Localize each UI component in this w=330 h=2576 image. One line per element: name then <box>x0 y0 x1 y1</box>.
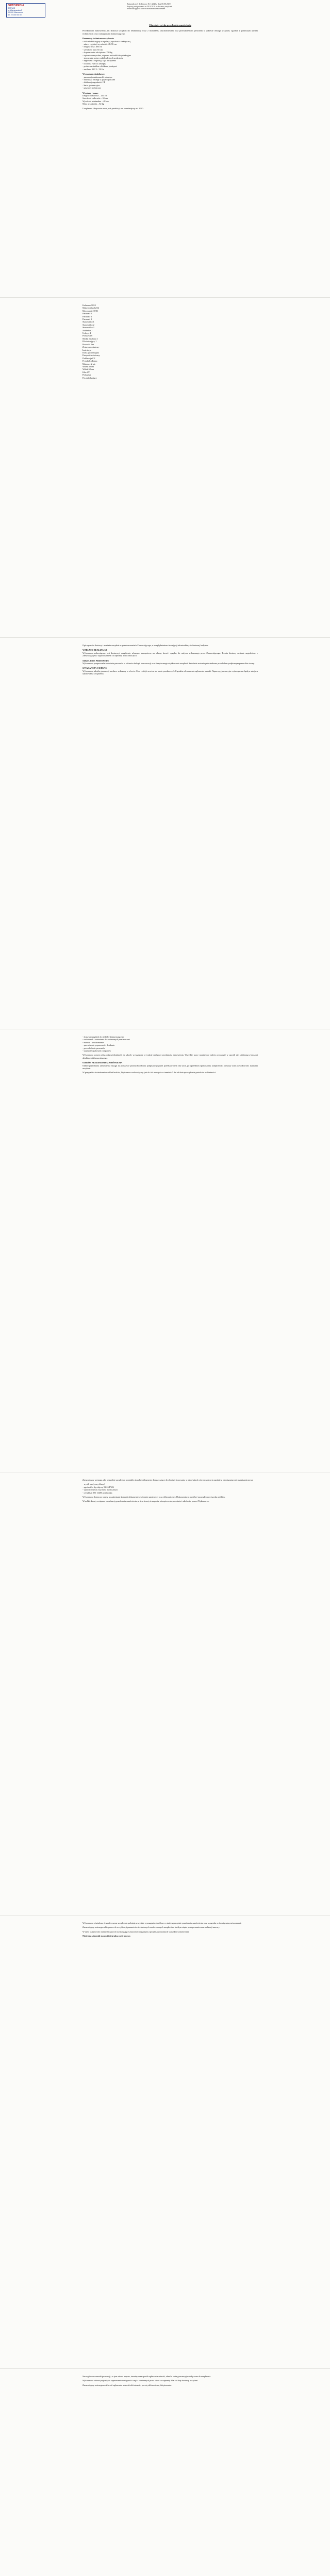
list-item: - szerokość leża: 65 cm <box>82 48 103 51</box>
document-page-6 <box>0 1916 330 2369</box>
list-item: Parametr 3 <box>82 318 92 321</box>
list-item: - zasilanie 230 V / 50 Hz <box>82 67 104 71</box>
list-item: Maksymalna 123/2 <box>82 307 100 310</box>
list-item: Pas stabilizujący <box>82 376 97 379</box>
document-page-4 <box>0 1029 330 1472</box>
paragraph: Zamawiający zastrzega możliwość zgłaszania usterek telefonicznie, pocztą elektroniczną lub pisemnie. <box>82 2383 172 2386</box>
stamp-line: tel. 22 000 00 00 <box>8 13 22 16</box>
list-item: - rozładunek i wniesienie do wskazanych pomieszczeń <box>82 1038 130 1041</box>
list-item: - paszport techniczny <box>82 87 101 90</box>
list-item: Wałek 60 cm <box>82 368 94 371</box>
section-heading: Wymagania dodatkowe: <box>82 73 105 76</box>
list-item: - montaż i uruchomienie <box>82 1041 104 1044</box>
list-item: - instrukcja obsługi w języku polskim <box>82 78 116 81</box>
paragraph: Zamawiający zastrzega sobie prawo do weryfikacji parametrów technicznych zaoferowanych urządzeń na każdym etapie postępowania oraz realizacji umowy. <box>82 1926 220 1929</box>
list-item: - stół rehabilitacyjny z regulacją wysokości elektryczną <box>82 40 131 43</box>
list-item: - zakres regulacji wysokości: 48–96 cm <box>82 43 117 46</box>
list-item: Wysokość minimalna – 48 cm <box>82 99 109 103</box>
list-item: Klin 45° <box>82 370 90 374</box>
list-item: - sprawdzenie poprawności działania <box>82 1044 114 1047</box>
list-item: - zagłówek z regulacją kąta nachylenia <box>82 59 116 62</box>
document-header <box>127 3 251 10</box>
list-item: - wpis do rejestru wyrobów medycznych <box>82 1488 118 1492</box>
list-item: - dopuszczalne obciążenie: 150 kg <box>82 51 112 54</box>
list-item: Mocowanie 37/01 <box>82 309 98 312</box>
list-item: Wałek 40 cm <box>82 365 94 368</box>
list-item: - deklaracja zgodności CE <box>82 81 106 84</box>
section-heading: ODBIÓR PRZEDMIOTU ZAMÓWIENIA <box>82 1061 123 1064</box>
closing-paragraph: Urządzenie fabrycznie nowe, rok produkcji nie wcześniejszy niż 2020. <box>82 107 144 110</box>
component-list <box>82 304 124 379</box>
list-item: Podstawa 6 <box>82 334 93 337</box>
list-item: - karta gwarancyjna <box>82 83 100 87</box>
section-heading: Wymiary i masa: <box>82 91 98 94</box>
header-line: Załącznik nr 1 do Umowy Nr 1/2020 z dnia 00.00.2020 <box>127 3 171 5</box>
list-item: Nakładka 2 <box>82 329 93 332</box>
document-page-5 <box>0 1472 330 1916</box>
list-item: - dostawa urządzeń do siedziby Zamawiającego <box>82 1036 124 1038</box>
intro-paragraph: Opis sposobu dostawy i montażu urządzeń w pomieszczeniach Zamawiającego, z uwzględnieniem istniejącej infrastruktury technicznej budynku. <box>82 644 209 647</box>
intro-paragraph: Przedmiotem zamówienia jest dostawa urządzeń do rehabilitacji wraz z montażem, uruchomieniem oraz przeszkoleniem personelu w zakresie obsługi urządzeń, zgodnie z poniższym opisem technicznym oraz wymaganiami Zamawiającego. <box>82 29 258 35</box>
list-item: - otwór na twarz z zaślepką <box>82 62 106 65</box>
stamp-line: ul. Warszawska 5 <box>8 9 23 12</box>
list-item: - podstawa stabilna z kółkami jezdnymi <box>82 65 117 68</box>
list-item: - sterowanie nożne wokół całego obwodu stołu <box>82 57 123 60</box>
section-heading: WARUNKI REALIZACJI <box>82 649 107 652</box>
company-stamp <box>6 3 45 18</box>
paragraph: Wykonawca zobowiązany jest dostarczyć urządzenia własnym transportem, na własny koszt i ryzyko, do miejsca wskazanego przez Zamawiającego. Termin dostawy zostanie uzgodniony z Zamawiającym z wyprzedzeniem co najmniej 3 dni roboczych. <box>82 651 258 657</box>
document-page-2 <box>0 298 330 638</box>
list-item: Poduszka <box>82 374 91 377</box>
list-item: - długość leża: 200 cm <box>82 45 102 48</box>
list-item: - certyfikat ISO 13485 producenta <box>82 1491 112 1494</box>
list-item: - usunięcie opakowań i odpadów <box>82 1049 111 1053</box>
paragraph: Szczegółowe warunki gwarancji, w tym zakres napraw, terminy oraz sposób zgłaszania usterek, określa karta gwarancyjna dołączona do urządzenia. <box>82 2375 211 2378</box>
requirements-list <box>82 76 258 90</box>
list-item: Kolumna 001/1 <box>82 304 96 307</box>
paragraph: Wykonawca ponosi pełną odpowiedzialność za szkody wyrządzone w trakcie realizacji przedmiotu zamówienia. Wszelkie prace montażowe należy prowadzić w sposób nie zakłócający bieżącej działalności Zamawiającego. <box>82 1054 258 1059</box>
list-item: - zgodność z dyrektywą 93/42/EWG <box>82 1485 114 1488</box>
stamp-title: ORTOPEDIA <box>8 4 24 7</box>
list-item: Paszport techniczny <box>82 354 100 357</box>
paragraph: Zamawiający wymaga, aby wszystkie urządzenia posiadały aktualne dokumenty dopuszczające do obrotu i stosowania w placówkach ochrony zdrowia zgodnie z obowiązującymi przepisami prawa. <box>82 1479 254 1481</box>
list-item: - wyrób medyczny klasy I <box>82 1483 105 1486</box>
list-item: Materace 2 szt. <box>82 362 96 365</box>
certification-list <box>82 1483 258 1494</box>
list-item: - gwarancja minimum 24 miesiące <box>82 75 112 78</box>
list-item: Parametr 2 <box>82 315 92 318</box>
paragraph: W razie wątpliwości interpretacyjnych rozstrzygające znaczenie mają zapisy specyfikacji istotnych warunków zamówienia. <box>82 1930 190 1933</box>
stamp-subtitle: SERWIS <box>8 7 15 9</box>
section-heading: GWARANCJA I SERWIS <box>82 667 107 670</box>
paragraph: Odbiór przedmiotu zamówienia nastąpi na podstawie protokołu odbioru podpisanego przez przedstawicieli obu stron, po uprzednim sprawdzeniu kompletności dostawy oraz prawidłowości działania urządzeń. <box>82 1064 258 1070</box>
scope-list <box>82 1036 258 1052</box>
list-item: Karta gwarancyjna <box>82 351 99 354</box>
list-item: Protokół odbioru <box>82 360 97 363</box>
paragraph: Wykonawca udziela gwarancji na okres wskazany w ofercie. Czas reakcji serwisu nie może przekroczyć 48 godzin od momentu zgłoszenia usterki. Naprawy gwarancyjne wykonywane będą w miejscu użytkowania urządzenia. <box>82 669 258 675</box>
list-item: Uchwyt 4 <box>82 332 91 335</box>
section-heading: SZKOLENIE PERSONELU <box>82 659 109 662</box>
list-item: Zestaw montażowy <box>82 346 100 349</box>
document-page-1 <box>0 0 330 298</box>
list-item: Parametr 1 <box>82 312 92 315</box>
list-item: Stanowisko 1 <box>82 320 94 324</box>
header-line: rehabilitacyjnych wraz z montażem i szkoleniem <box>127 8 166 10</box>
list-item: Moduł zasilania 1 <box>82 337 98 340</box>
list-item: - przeszkolenie personelu <box>82 1046 105 1049</box>
list-item: Stanowisko 3 <box>82 326 94 329</box>
list-item: Instrukcja <box>82 348 91 351</box>
list-item: - tapicerka zmywalna, odporna na środki dezynfekcyjne <box>82 54 131 57</box>
header-line: dotyczy postępowania nr ZP/2/2020 na dostawę urządzeń <box>127 5 172 8</box>
list-item: Stanowisko 2 <box>82 323 94 326</box>
list-item: Pilot sterujący 1 <box>82 340 97 343</box>
paragraph: Wykonawca dostarczy wraz z urządzeniami komplet dokumentów w formie papierowej oraz elektronicznej. Dokumentacja musi być sporządzona w języku polskim. <box>82 1496 225 1499</box>
stamp-line: 00-000 Warszawa <box>8 11 23 14</box>
list-item: Przewód 3 m <box>82 343 94 346</box>
paragraph: Wszelkie koszty związane z realizacją przedmiotu zamówienia, w tym koszty transportu, ubezpieczenia, montażu i szkolenia, ponosi Wykonawca. <box>82 1500 209 1503</box>
paragraph: Wykonawca przeprowadzi szkolenie personelu w zakresie obsługi, konserwacji oraz bezpiecznego użytkowania urządzeń. Szkolenie zostanie potwierdzone protokołem podpisanym przez obie strony. <box>82 662 255 665</box>
section-heading: Parametry techniczne urządzenia: <box>82 37 114 40</box>
list-item: Długość całkowita – 200 cm <box>82 94 107 97</box>
paragraph: Niniejszy załącznik stanowi integralną część umowy. <box>82 1935 131 1938</box>
document-page-3 <box>0 638 330 1029</box>
list-item: Masa urządzenia – 82 kg <box>82 103 104 106</box>
document-page-7 <box>0 2369 330 2576</box>
paragraph: Wykonawca zobowiązuje się do zapewnienia dostępności części zamiennych przez okres co najmniej 8 lat od daty dostawy urządzeń. <box>82 2379 199 2382</box>
paragraph: W przypadku stwierdzenia wad lub braków, Wykonawca zobowiązany jest do ich usunięcia w terminie 7 dni od dnia sporządzenia protokołu rozbieżności. <box>82 1071 217 1074</box>
document-title: Charakterystyka przedmiotu zamówienia <box>149 24 191 26</box>
list-item: Deklaracja CE <box>82 357 95 360</box>
list-item: Szerokość całkowita – 65 cm <box>82 97 108 100</box>
paragraph: Wykonawca oświadcza, że zaoferowane urządzenia spełniają wszystkie wymagania określone w niniejszym opisie przedmiotu zamówienia oraz są zgodne z obowiązującymi normami. <box>82 1922 242 1924</box>
parameter-list <box>82 40 258 71</box>
